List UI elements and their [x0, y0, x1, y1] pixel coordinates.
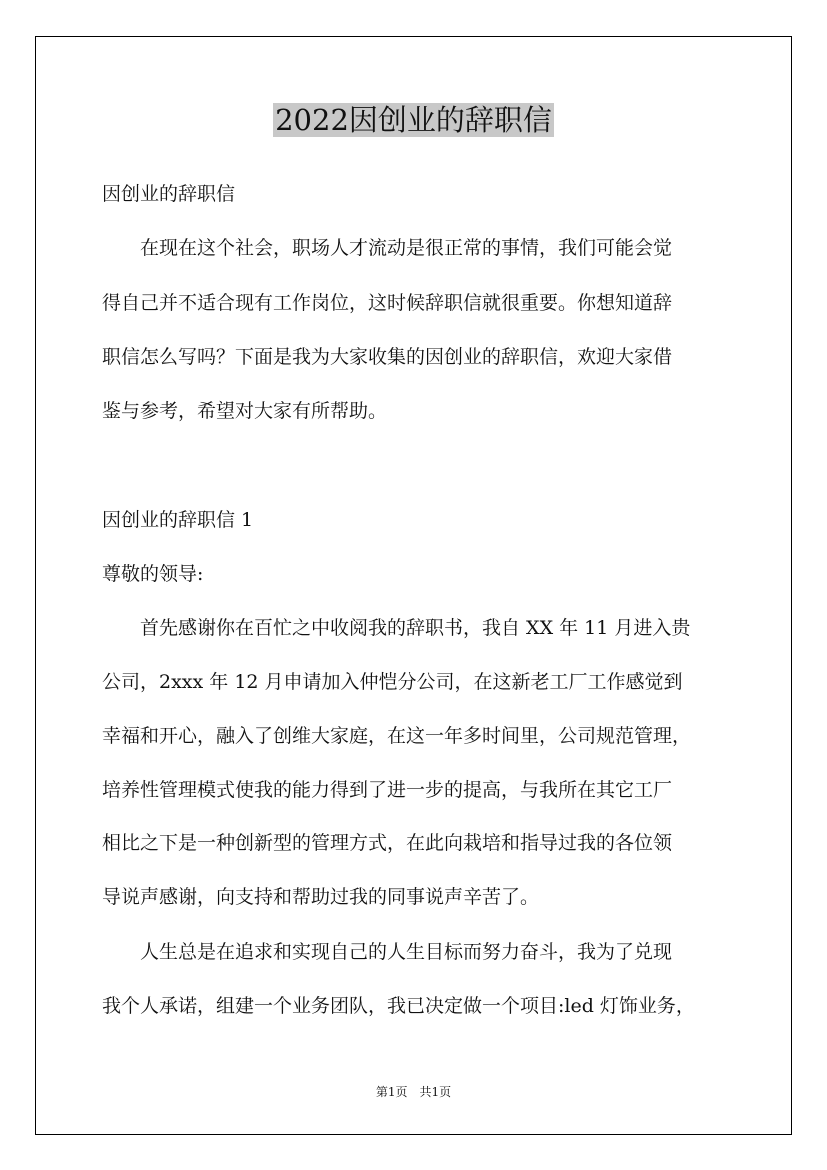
text-line: 人生总是在追求和实现自己的人生目标而努力奋斗，我为了兑现	[102, 941, 673, 963]
text-line: 相比之下是一种创新型的管理方式，在此向栽培和指导过我的各位领	[102, 832, 673, 854]
text-line: 首先感谢你在百忙之中收阅我的辞职书，我自 XX 年 11 月进入贵	[102, 617, 691, 639]
salutation: 尊敬的领导:	[102, 563, 204, 585]
title-text: 2022因创业的辞职信	[275, 103, 552, 137]
text-line: 我个人承诺，组建一个业务团队，我已决定做一个项目:led 灯饰业务，	[102, 995, 695, 1017]
page-footer: 第1页 共1页	[375, 1085, 452, 1099]
section-heading: 因创业的辞职信 1	[102, 509, 254, 531]
subtitle-line: 因创业的辞职信	[102, 183, 236, 205]
text-line: 幸福和开心，融入了创维大家庭，在这一年多时间里，公司规范管理，	[102, 725, 692, 747]
text-line: 得自己并不适合现有工作岗位，这时候辞职信就很重要。你想知道辞	[102, 292, 673, 314]
text-line: 鉴与参考，希望对大家有所帮助。	[102, 400, 388, 422]
text-line: 职信怎么写吗？下面是我为大家收集的因创业的辞职信，欢迎大家借	[102, 346, 673, 368]
text-line: 公司，2xxx 年 12 月申请加入仲恺分公司，在这新老工厂工作感觉到	[102, 671, 683, 693]
text-line: 在现在这个社会，职场人才流动是很正常的事情，我们可能会觉	[102, 237, 673, 259]
text-line: 导说声感谢，向支持和帮助过我的同事说声辛苦了。	[102, 886, 540, 908]
document-title	[0, 100, 827, 140]
text-line: 培养性管理模式使我的能力得到了进一步的提高，与我所在其它工厂	[102, 779, 673, 801]
